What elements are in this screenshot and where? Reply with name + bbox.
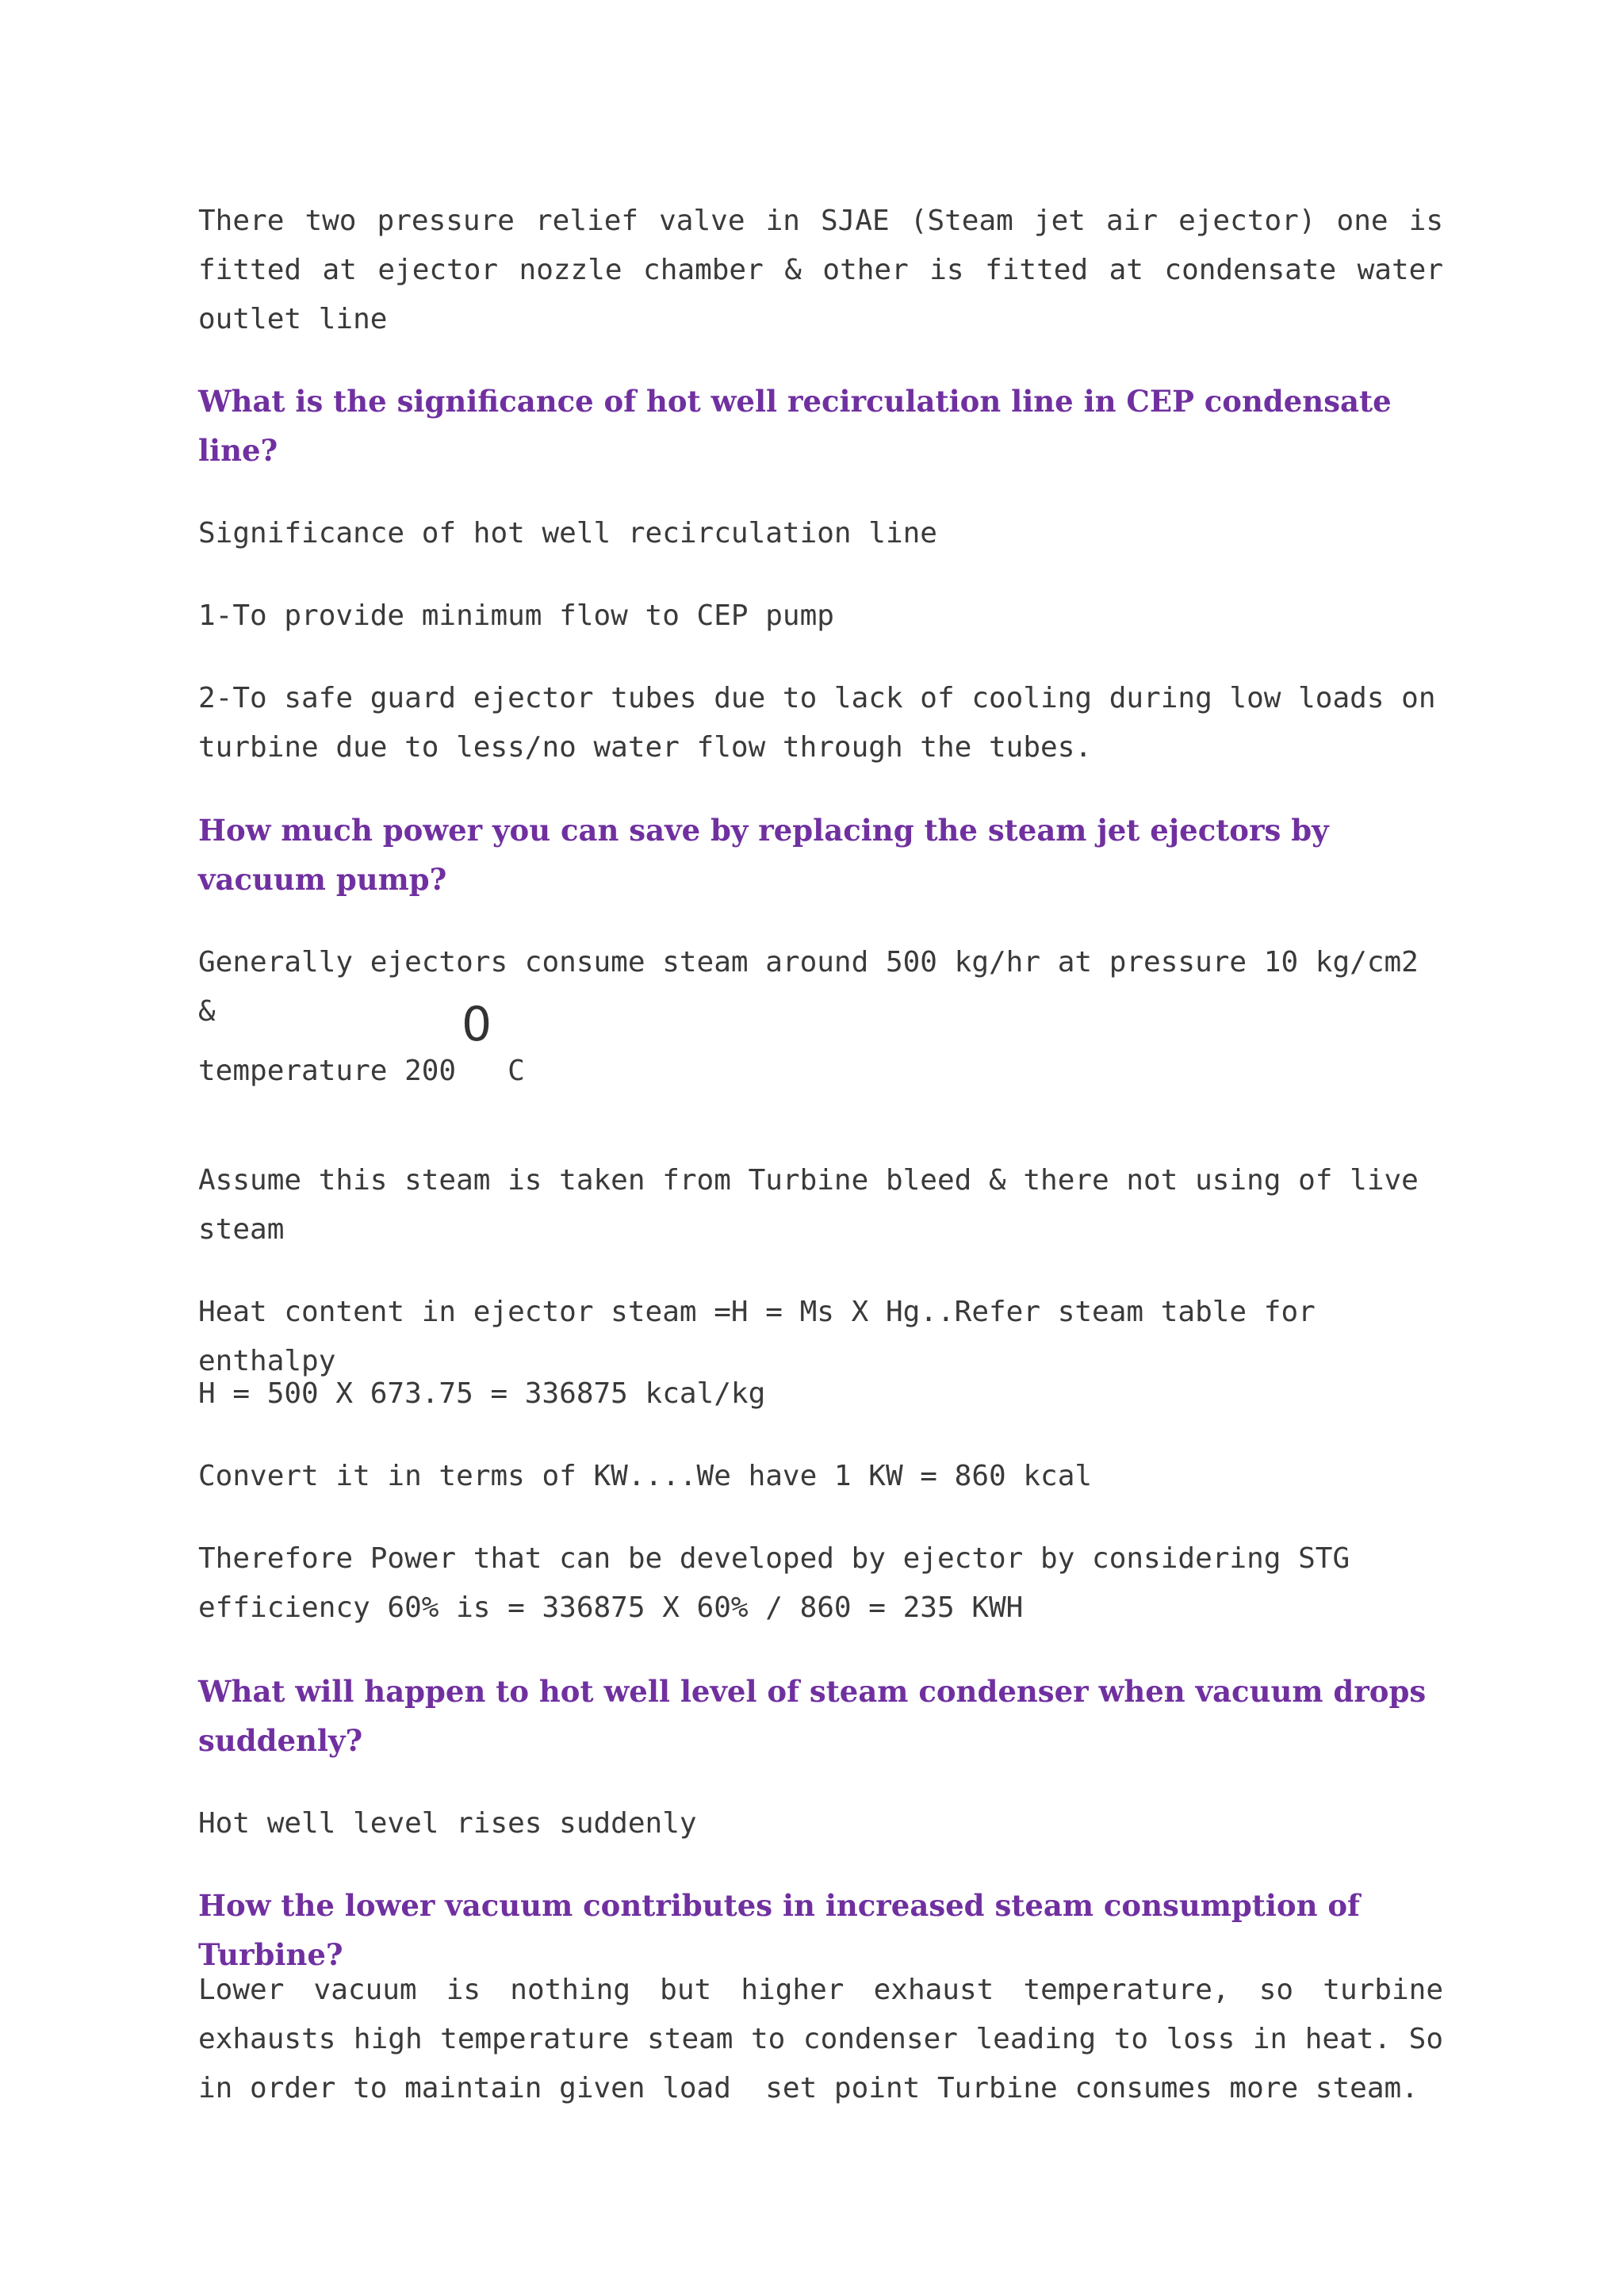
paragraph-sjae-relief-valves: There two pressure relief valve in SJAE (Steam jet air ejector) one is fitted at ejector nozzle chamber & other is fitted at condensate water outlet line [198,205,1461,335]
paragraph-kw-conversion: Convert it in terms of KW....We have 1 KW = 860 kcal [198,1460,1093,1492]
paragraph-ejector-consumption: Generally ejectors consume steam around 500 kg/hr at pressure 10 kg/cm2 & [198,946,1436,1028]
paragraph-heat-content: Heat content in ejector steam =H = Ms X Hg..Refer steam table for enthalpy [198,1296,1333,1377]
paragraph-enthalpy-calc: H = 500 X 673.75 = 336875 kcal/kg [198,1377,766,1410]
paragraph-power-developed: Therefore Power that can be developed by ejector by considering STG efficiency 60% is = 336875 X 60% / 860 = 235 KWH [198,1542,1367,1624]
degree-superscript: 0 [462,997,492,1052]
paragraph-hot-well-rises: Hot well level rises suddenly [198,1807,697,1840]
paragraph-temperature: temperature 200 C [198,1055,525,1087]
paragraph-point-2: 2-To safe guard ejector tubes due to lack of cooling during low loads on turbine due to less/no water flow through the tubes. [198,682,1454,764]
paragraph-significance-heading: Significance of hot well recirculation line [198,517,937,550]
question-power-saving: How much power you can save by replacing the steam jet ejectors by vacuum pump? [198,813,1329,897]
question-lower-vacuum: How the lower vacuum contributes in increased steam consumption of Turbine? [198,1888,1360,1972]
paragraph-lower-vacuum-answer: Lower vacuum is nothing but higher exhaust temperature, so turbine exhausts high temperature steam to condenser leading to loss in heat. So in order to maintain given load set point Turbine consumes more steam. [198,1974,1461,2104]
paragraph-turbine-bleed: Assume this steam is taken from Turbine bleed & there not using of live steam [198,1164,1436,1246]
question-hot-well-level: What will happen to hot well level of steam condenser when vacuum drops suddenly? [198,1674,1427,1758]
paragraph-point-1: 1-To provide minimum flow to CEP pump [198,599,834,632]
question-hot-well-recirculation: What is the significance of hot well recirculation line in CEP condensate line? [198,384,1392,468]
